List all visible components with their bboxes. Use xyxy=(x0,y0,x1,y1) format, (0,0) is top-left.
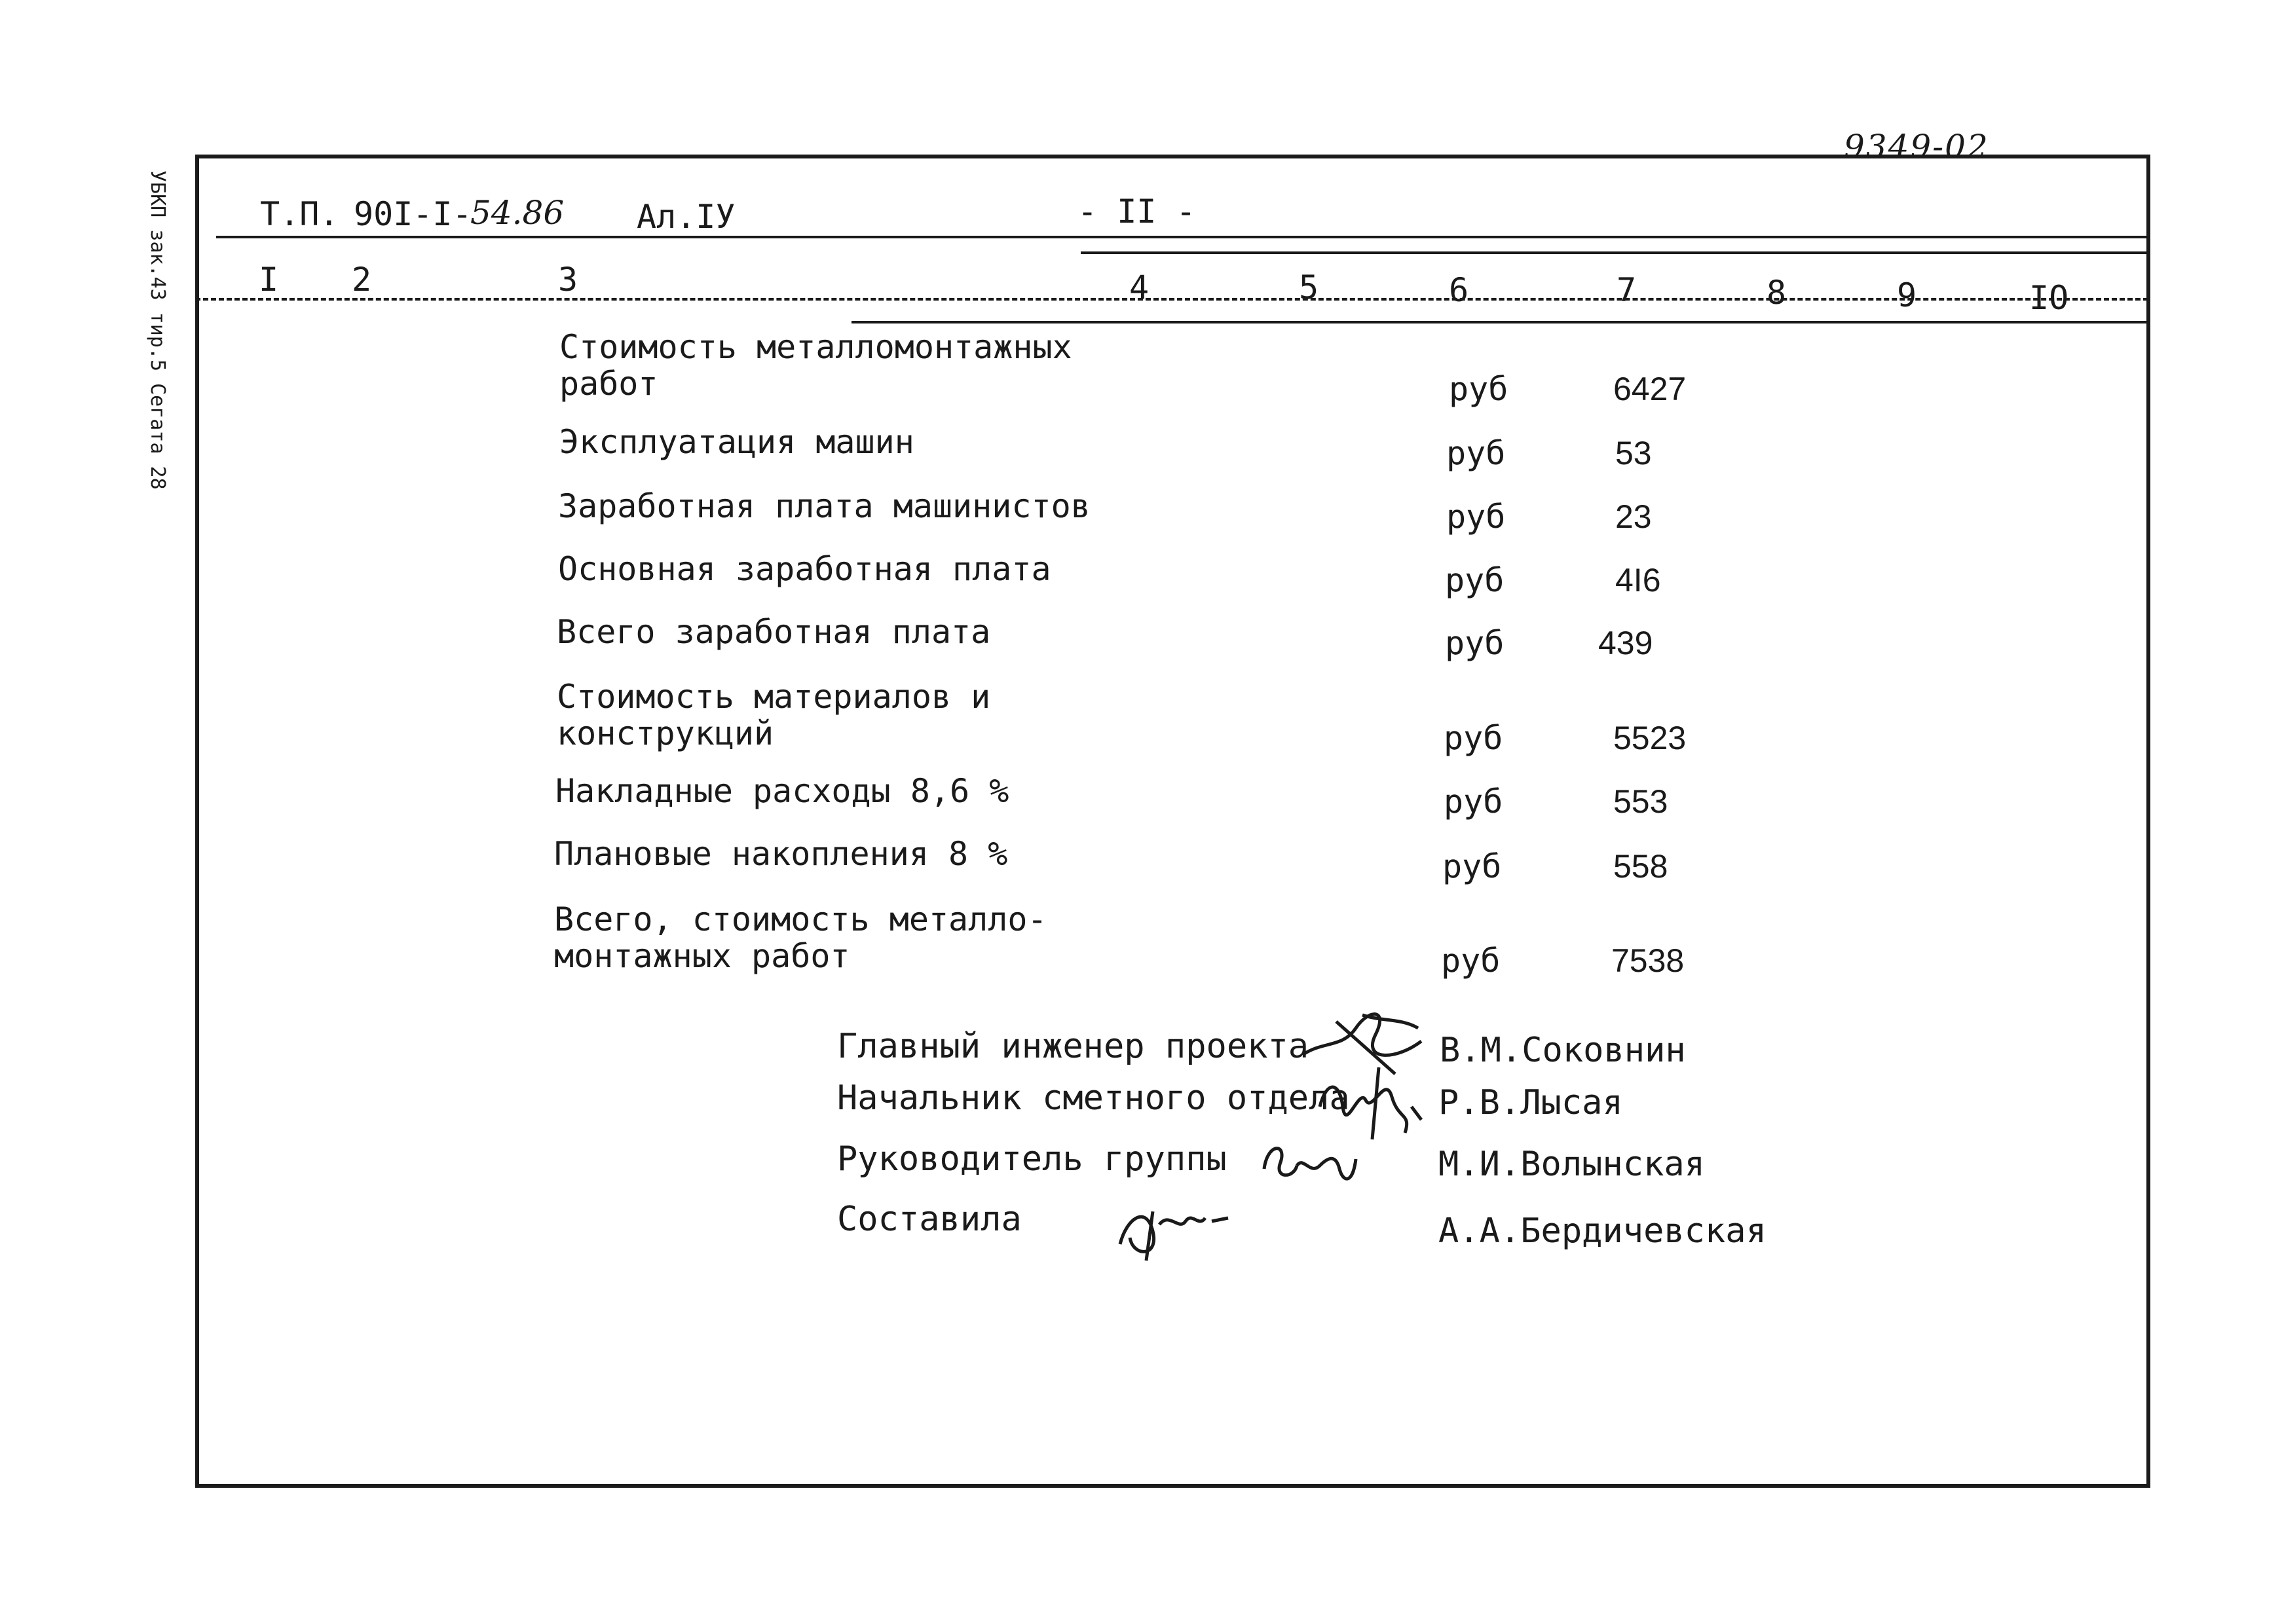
row-unit: руб xyxy=(1445,624,1505,662)
project-code-handwritten: 54.86 xyxy=(470,194,565,232)
row-value: 553 xyxy=(1613,783,1668,820)
row-item: Заработная плата машинистов xyxy=(558,487,1091,525)
project-label: Т.П. xyxy=(260,195,339,233)
column-header-rule xyxy=(195,298,2148,301)
album-label: Ал.IУ xyxy=(637,198,736,236)
signature-role: Главный инженер проекта xyxy=(837,1027,1309,1066)
row-unit: руб xyxy=(1441,942,1501,980)
signature-scribble xyxy=(1107,1192,1231,1264)
signature-role: Начальник сметного отдела xyxy=(837,1079,1350,1118)
row-value: 6427 xyxy=(1613,371,1687,407)
column-number: 2 xyxy=(352,261,372,299)
signature-role: Руководитель группы xyxy=(837,1139,1227,1179)
row-unit: руб xyxy=(1446,434,1506,472)
column-header-rule-2 xyxy=(851,321,2148,323)
page-number: - II - xyxy=(1077,193,1196,231)
row-item: Основная заработная плата xyxy=(558,550,1051,588)
document-frame xyxy=(195,155,2150,1488)
row-unit: руб xyxy=(1449,370,1508,408)
column-number: 9 xyxy=(1897,276,1917,314)
signature-role: Составила xyxy=(837,1200,1022,1239)
signature-name: А.А.Бердичевская xyxy=(1438,1211,1767,1251)
row-item: Плановые накопления 8 % xyxy=(554,835,1008,873)
print-stamp: УБКП зак.43 тир.5 Сегата 28 xyxy=(146,170,169,490)
document-number: 9349-02 xyxy=(1844,128,1989,166)
column-number: 4 xyxy=(1129,268,1150,306)
signature-name: М.И.Волынская xyxy=(1438,1145,1705,1184)
row-item: Стоимость материалов и конструкций xyxy=(557,678,991,752)
row-value: 23 xyxy=(1615,498,1652,535)
row-value: 5523 xyxy=(1613,720,1687,756)
row-unit: руб xyxy=(1445,561,1505,599)
row-item: Всего заработная плата xyxy=(557,613,991,651)
row-value: 7538 xyxy=(1611,942,1685,979)
row-value: 53 xyxy=(1615,435,1652,471)
row-unit: руб xyxy=(1442,847,1502,885)
signature-name: Р.В.Лысая xyxy=(1438,1083,1623,1122)
project-code: 90I-I- xyxy=(354,195,472,233)
row-item: Стоимость металломонтажных работ xyxy=(559,328,1072,403)
row-item: Эксплуатация машин xyxy=(559,423,914,461)
row-unit: руб xyxy=(1444,783,1503,821)
row-value: 439 xyxy=(1598,625,1653,661)
signature-scribble xyxy=(1258,1130,1362,1195)
column-number: 8 xyxy=(1767,274,1787,312)
header-rule xyxy=(216,236,2148,238)
row-value: 558 xyxy=(1613,848,1668,885)
header-rule-2 xyxy=(1081,251,2148,254)
column-number: 5 xyxy=(1299,268,1319,306)
row-unit: руб xyxy=(1444,719,1503,757)
row-item: Всего, стоимость металло- монтажных работ xyxy=(554,900,1047,975)
row-unit: руб xyxy=(1446,498,1506,536)
signature-name: В.М.Соковнин xyxy=(1440,1031,1686,1070)
column-number: IO xyxy=(2029,279,2069,317)
row-value: 4I6 xyxy=(1615,562,1661,599)
row-item: Накладные расходы 8,6 % xyxy=(555,772,1009,810)
column-number: 7 xyxy=(1617,271,1637,309)
column-number: 3 xyxy=(558,261,578,299)
column-number: 6 xyxy=(1449,271,1469,309)
column-number: I xyxy=(259,261,279,299)
